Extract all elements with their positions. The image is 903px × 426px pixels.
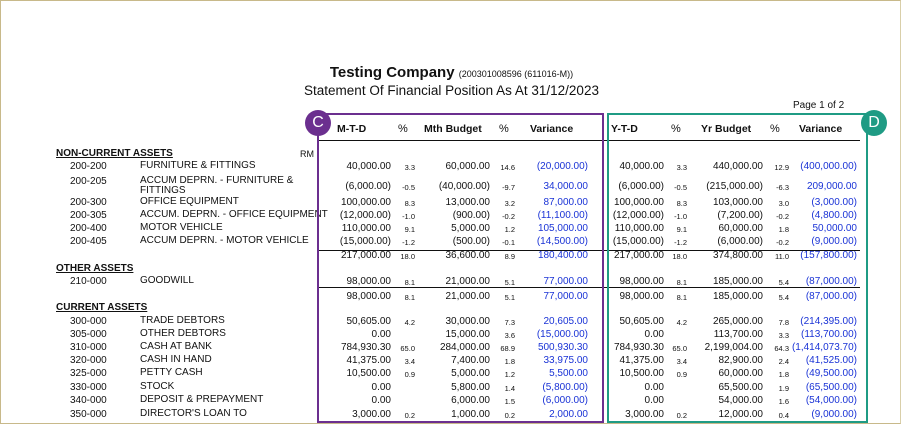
cell-v2: (49,500.00) (805, 368, 857, 379)
account-code: 210-000 (70, 276, 107, 287)
cell-p2: 8.9 (504, 252, 515, 261)
cell-p3: 0.9 (676, 370, 687, 379)
cell-p2: -0.2 (502, 212, 515, 221)
cell-v2: (157,800.00) (800, 250, 857, 261)
cell-yb: 103,000.00 (712, 197, 763, 208)
cell-v2: (1,414,073.70) (791, 342, 857, 353)
cell-yb: (215,000.00) (706, 181, 763, 192)
company-title: Testing Company (200301008596 (611016-M)) (329, 64, 574, 81)
account-description: CASH IN HAND (140, 354, 212, 365)
section-other-assets: OTHER ASSETS (56, 263, 134, 274)
cell-yb: 65,500.00 (718, 382, 763, 393)
cell-mb: 60,000.00 (445, 161, 490, 172)
cell-yb: (7,200.00) (717, 210, 763, 221)
cell-p1: 3.3 (404, 163, 415, 172)
cell-yb: 12,000.00 (718, 409, 763, 420)
cell-p4: 0.4 (778, 411, 789, 420)
account-code: 200-205 (70, 176, 107, 187)
cell-v2: (113,700.00) (801, 329, 857, 340)
cell-p4: -0.2 (776, 212, 789, 221)
page-indicator: Page 1 of 2 (793, 100, 845, 111)
cell-v2: (87,000.00) (805, 276, 857, 287)
cell-yb: 440,000.00 (712, 161, 763, 172)
cell-p2: 1.8 (504, 357, 515, 366)
currency-label: RM (300, 149, 314, 159)
account-code: 350-000 (70, 409, 107, 420)
account-description: PETTY CASH (140, 367, 203, 378)
cell-p2: 5.1 (504, 278, 515, 287)
cell-yb: 374,800.00 (712, 250, 763, 261)
col-header-mth-budget: Mth Budget (424, 123, 482, 135)
account-code: 320-000 (70, 355, 107, 366)
cell-ytd: (12,000.00) (612, 210, 664, 221)
cell-mtd: 98,000.00 (346, 276, 391, 287)
cell-mb: 7,400.00 (451, 355, 490, 366)
account-code: 200-400 (70, 223, 107, 234)
account-code: 300-000 (70, 316, 107, 327)
cell-ytd: 3,000.00 (625, 409, 664, 420)
cell-v1: (14,500.00) (536, 236, 588, 247)
cell-ytd: 40,000.00 (619, 161, 664, 172)
cell-p1: 8.3 (404, 199, 415, 208)
mtd-highlight-box (317, 113, 604, 423)
cell-v2: 209,000.00 (806, 181, 857, 192)
account-description: MOTOR VEHICLE (140, 222, 223, 233)
account-code: 330-000 (70, 382, 107, 393)
cell-p2: 14.6 (500, 163, 515, 172)
cell-p3: 9.1 (676, 225, 687, 234)
cell-mb: (500.00) (452, 236, 490, 247)
cell-mb: (900.00) (452, 210, 490, 221)
cell-yb: (6,000.00) (717, 236, 763, 247)
cell-p4: 1.6 (778, 397, 789, 406)
cell-p3: 0.2 (676, 411, 687, 420)
account-code: 305-000 (70, 329, 107, 340)
report-subtitle: Statement Of Financial Position As At 31/12/2023 (304, 83, 599, 98)
account-description: DIRECTOR'S LOAN TO (140, 408, 247, 419)
cell-v2: (400,000.00) (800, 161, 857, 172)
cell-mb: 21,000.00 (445, 291, 490, 302)
cell-p1: 8.1 (404, 293, 415, 302)
cell-p2: 1.2 (504, 370, 515, 379)
cell-p4: 5.4 (778, 278, 789, 287)
cell-mtd: 110,000.00 (341, 223, 391, 234)
cell-yb: 60,000.00 (718, 368, 763, 379)
cell-mb: 5,800.00 (451, 382, 490, 393)
cell-p3: -0.5 (674, 183, 687, 192)
cell-v2: (4,800.00) (811, 210, 857, 221)
cell-mtd: 41,375.00 (346, 355, 391, 366)
cell-v1: (15,000.00) (536, 329, 588, 340)
badge-c: C (305, 110, 331, 136)
cell-mb: 6,000.00 (451, 395, 490, 406)
cell-p1: 3.4 (404, 357, 415, 366)
cell-ytd: 50,605.00 (619, 316, 664, 327)
cell-mtd: 784,930.30 (340, 342, 391, 353)
account-code: 200-300 (70, 197, 107, 208)
cell-v2: (41,525.00) (805, 355, 857, 366)
account-description: TRADE DEBTORS (140, 315, 225, 326)
col-header-variance: Variance (799, 123, 843, 135)
cell-v1: 77,000.00 (543, 276, 588, 287)
cell-mb: 36,600.00 (445, 250, 490, 261)
cell-p2: 3.6 (504, 331, 515, 340)
col-header-ytd: Y-T-D (611, 123, 638, 135)
cell-mb: 284,000.00 (439, 342, 490, 353)
cell-v1: 180,400.00 (537, 250, 588, 261)
cell-ytd: 98,000.00 (619, 276, 664, 287)
account-description: FURNITURE & FITTINGS (140, 160, 256, 171)
cell-mb: 15,000.00 (445, 329, 490, 340)
account-code: 310-000 (70, 342, 107, 353)
cell-p2: 1.5 (504, 397, 515, 406)
cell-v2: (214,395.00) (800, 316, 857, 327)
cell-ytd: 0.00 (644, 329, 664, 340)
cell-v2: 50,000.00 (812, 223, 857, 234)
cell-p1: 0.2 (404, 411, 415, 420)
col-header-pct: % (770, 123, 780, 135)
cell-p4: 3.3 (778, 331, 789, 340)
cell-p4: 3.0 (778, 199, 789, 208)
cell-p3: 8.1 (676, 293, 687, 302)
cell-v1: 33,975.00 (543, 355, 588, 366)
cell-v2: (9,000.00) (811, 409, 857, 420)
cell-v1: 20,605.00 (543, 316, 588, 327)
col-header-mtd: M-T-D (337, 123, 367, 135)
cell-mtd: 40,000.00 (346, 161, 391, 172)
cell-p1: 8.1 (404, 278, 415, 287)
cell-p1: 18.0 (400, 252, 415, 261)
col-header-yr-budget: Yr Budget (701, 123, 752, 135)
cell-mtd: 100,000.00 (340, 197, 391, 208)
cell-v1: 105,000.00 (537, 223, 588, 234)
cell-p4: -6.3 (776, 183, 789, 192)
cell-v1: 500,930.30 (537, 342, 588, 353)
cell-yb: 265,000.00 (712, 316, 763, 327)
cell-mb: 5,000.00 (451, 368, 490, 379)
cell-ytd: 110,000.00 (614, 223, 664, 234)
cell-p3: 8.3 (676, 199, 687, 208)
cell-p2: 7.3 (504, 318, 515, 327)
cell-v1: 87,000.00 (543, 197, 588, 208)
badge-d: D (861, 110, 887, 136)
cell-mb: 21,000.00 (445, 276, 490, 287)
cell-yb: 185,000.00 (712, 276, 763, 287)
cell-p3: 4.2 (676, 318, 687, 327)
cell-ytd: 217,000.00 (613, 250, 664, 261)
cell-yb: 82,900.00 (718, 355, 763, 366)
cell-mtd: 217,000.00 (340, 250, 391, 261)
cell-p4: 1.8 (778, 370, 789, 379)
cell-v2: (3,000.00) (811, 197, 857, 208)
col-header-pct: % (671, 123, 681, 135)
cell-p2: -9.7 (502, 183, 515, 192)
cell-ytd: 784,930.30 (613, 342, 664, 353)
cell-mb: 5,000.00 (451, 223, 490, 234)
cell-mtd: 10,500.00 (346, 368, 391, 379)
cell-mtd: 0.00 (371, 382, 391, 393)
cell-v1: 34,000.00 (543, 181, 588, 192)
cell-ytd: 10,500.00 (619, 368, 664, 379)
cell-p2: 1.4 (504, 384, 515, 393)
cell-v2: (54,000.00) (805, 395, 857, 406)
cell-v1: (11,100.00) (537, 210, 588, 221)
cell-ytd: 0.00 (644, 382, 664, 393)
cell-mtd: 3,000.00 (352, 409, 391, 420)
cell-p1: 65.0 (400, 344, 415, 353)
cell-p2: -0.1 (502, 238, 515, 247)
cell-v2: (9,000.00) (811, 236, 857, 247)
cell-v2: (65,500.00) (805, 382, 857, 393)
account-description: OTHER DEBTORS (140, 328, 226, 339)
cell-yb: 2,199,004.00 (704, 342, 763, 353)
cell-p1: -0.5 (402, 183, 415, 192)
cell-v1: (20,000.00) (536, 161, 588, 172)
account-description: OFFICE EQUIPMENT (140, 196, 239, 207)
cell-p2: 68.9 (500, 344, 515, 353)
cell-p3: 18.0 (672, 252, 687, 261)
cell-p1: 9.1 (404, 225, 415, 234)
cell-mtd: 50,605.00 (346, 316, 391, 327)
col-header-pct: % (499, 123, 509, 135)
cell-p2: 5.1 (504, 293, 515, 302)
cell-p4: 11.0 (774, 252, 789, 261)
account-code: 200-405 (70, 236, 107, 247)
cell-p3: -1.0 (674, 212, 687, 221)
cell-mb: 13,000.00 (445, 197, 490, 208)
account-description: ACCUM DEPRN. - MOTOR VEHICLE (140, 235, 309, 246)
cell-p3: -1.2 (674, 238, 687, 247)
cell-p1: -1.2 (402, 238, 415, 247)
cell-v1: 77,000.00 (543, 291, 588, 302)
account-description: GOODWILL (140, 275, 194, 286)
cell-v1: 5,500.00 (549, 368, 588, 379)
cell-ytd: 0.00 (644, 395, 664, 406)
col-header-variance: Variance (530, 123, 574, 135)
cell-p4: 7.8 (778, 318, 789, 327)
cell-p3: 65.0 (672, 344, 687, 353)
cell-mtd: 0.00 (371, 395, 391, 406)
cell-yb: 60,000.00 (718, 223, 763, 234)
col-header-pct: % (398, 123, 408, 135)
account-description-cont: FITTINGS (140, 185, 186, 196)
account-code: 200-305 (70, 210, 107, 221)
cell-p3: 8.1 (676, 278, 687, 287)
cell-p2: 1.2 (504, 225, 515, 234)
cell-p1: 0.9 (404, 370, 415, 379)
ytd-highlight-box (607, 113, 868, 423)
cell-mtd: 98,000.00 (346, 291, 391, 302)
account-code: 200-200 (70, 161, 107, 172)
cell-p4: 2.4 (778, 357, 789, 366)
section-current-assets: CURRENT ASSETS (56, 302, 148, 313)
cell-p2: 3.2 (504, 199, 515, 208)
account-code: 340-000 (70, 395, 107, 406)
cell-ytd: 98,000.00 (619, 291, 664, 302)
cell-yb: 54,000.00 (718, 395, 763, 406)
cell-p4: 1.9 (778, 384, 789, 393)
cell-p4: 1.8 (778, 225, 789, 234)
cell-p4: 64.3 (774, 344, 789, 353)
cell-v1: 2,000.00 (549, 409, 588, 420)
cell-p3: 3.4 (676, 357, 687, 366)
cell-mtd: (6,000.00) (345, 181, 391, 192)
account-description: STOCK (140, 381, 175, 392)
account-description: ACCUM. DEPRN. - OFFICE EQUIPMENT (140, 209, 328, 220)
cell-p1: -1.0 (402, 212, 415, 221)
cell-ytd: 100,000.00 (613, 197, 664, 208)
cell-p2: 0.2 (504, 411, 515, 420)
cell-mb: 30,000.00 (445, 316, 490, 327)
account-description: CASH AT BANK (140, 341, 212, 352)
cell-p1: 4.2 (404, 318, 415, 327)
cell-mb: 1,000.00 (451, 409, 490, 420)
cell-ytd: (6,000.00) (618, 181, 664, 192)
cell-mtd: (15,000.00) (339, 236, 391, 247)
cell-v1: (5,800.00) (542, 382, 588, 393)
cell-p3: 3.3 (676, 163, 687, 172)
cell-v1: (6,000.00) (542, 395, 588, 406)
cell-p4: 5.4 (778, 293, 789, 302)
cell-mb: (40,000.00) (438, 181, 490, 192)
cell-ytd: 41,375.00 (619, 355, 664, 366)
cell-ytd: (15,000.00) (612, 236, 664, 247)
cell-v2: (87,000.00) (805, 291, 857, 302)
account-description: DEPOSIT & PREPAYMENT (140, 394, 264, 405)
cell-p4: -0.2 (776, 238, 789, 247)
section-non-current-assets: NON-CURRENT ASSETS (56, 148, 173, 159)
cell-mtd: (12,000.00) (339, 210, 391, 221)
cell-yb: 113,700.00 (713, 329, 763, 340)
account-description: ACCUM DEPRN. - FURNITURE & (140, 175, 294, 186)
cell-p4: 12.9 (774, 163, 789, 172)
cell-mtd: 0.00 (371, 329, 391, 340)
account-code: 325-000 (70, 368, 107, 379)
cell-yb: 185,000.00 (712, 291, 763, 302)
